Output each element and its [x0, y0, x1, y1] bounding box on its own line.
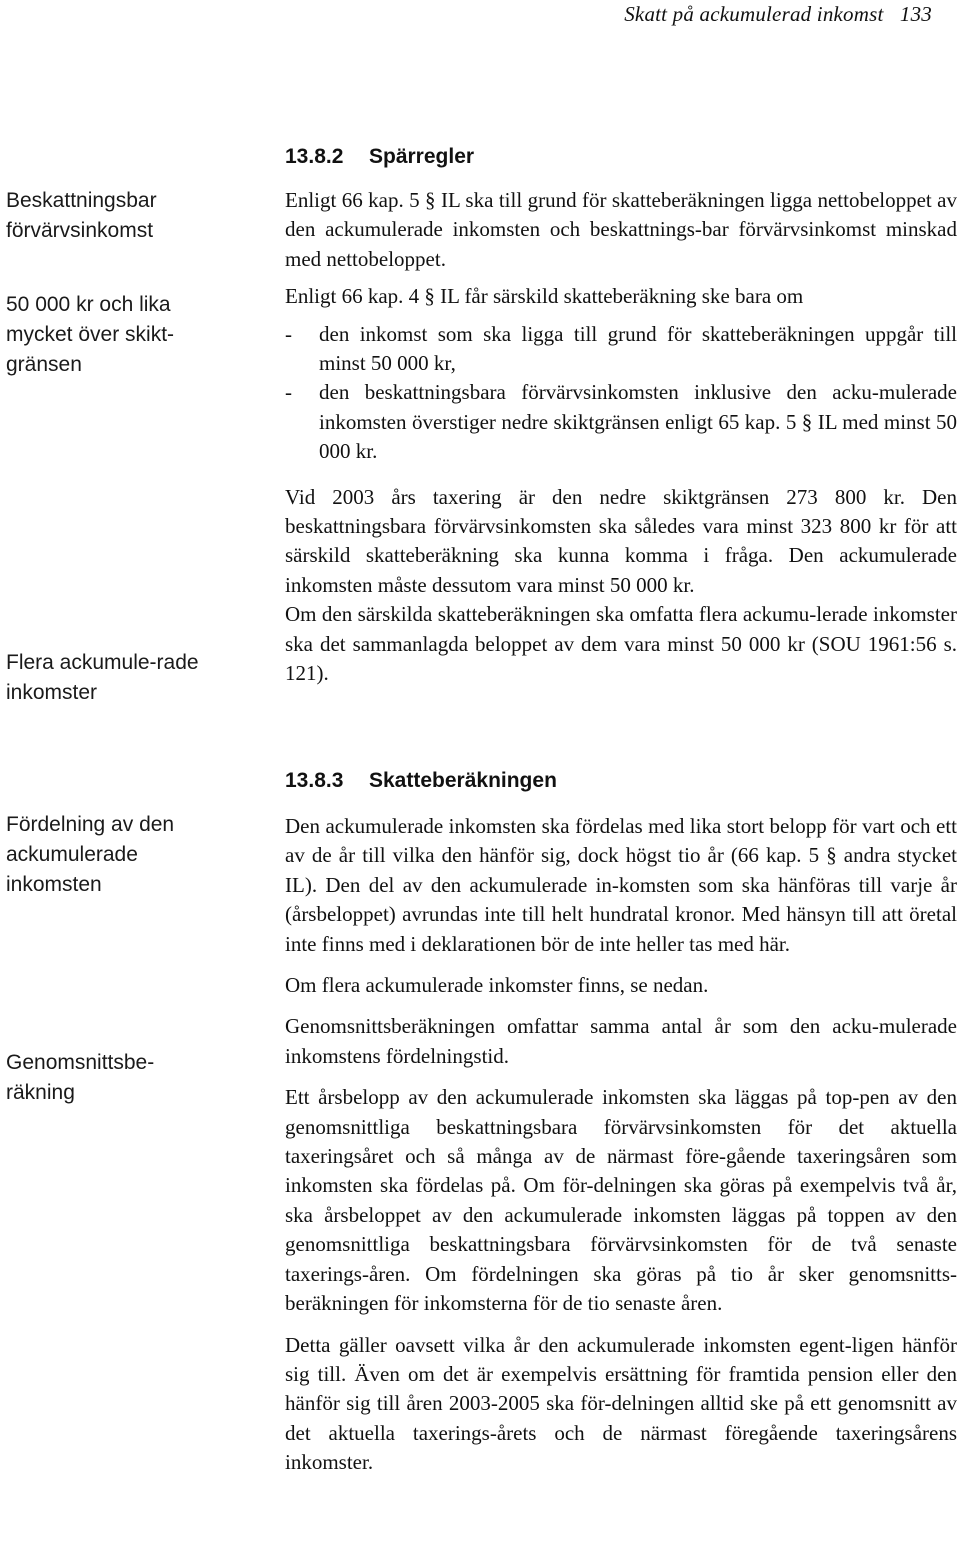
- paragraph: Enligt 66 kap. 5 § IL ska till grund för skatteberäkningen ligga nettobeloppet av den ackumulerade inkomsten och beskattnings-bar förvärvsinkomst minskad med nettobeloppet.: [285, 188, 957, 271]
- paragraph: Detta gäller oavsett vilka år den ackumulerade inkomsten egent-ligen hänför sig till. Även om det är exempelvis ersättning för framtida pension eller den hänför sig till åren 2003-2005 ska för-delningen alltid ske på ett genomsnitt av det aktuella taxerings-årets och de närmast föregående taxeringsårens inkomster.: [285, 1332, 957, 1475]
- paragraph: Om flera ackumulerade inkomster finns, se nedan.: [285, 973, 709, 998]
- section-heading-sparregler: [285, 142, 474, 172]
- paragraph: Genomsnittsberäkningen omfattar samma antal år som den acku-mulerade inkomstens fördelningstid.: [285, 1014, 957, 1068]
- paragraph: Ett årsbelopp av den ackumulerade inkomsten ska läggas på top-pen av den genomsnittliga beskattningsbara förvärvsinkomsten för det aktuella taxeringsåret och så många av de närmast före-gående taxeringsåren som inkomsten ska fördelas på. Om för-delningen ska göras på exempelvis två år, ska årsbeloppet av den ackumulerade inkomsten läggas på toppen av den genomsnittliga beskattningsbara förvärvsinkomsten för de två senaste taxerings-åren. Om fördelningen ska göras på tio år sker genomsnitts-beräkningen för inkomsterna för de tio senaste åren.: [285, 1085, 957, 1316]
- page-number: 133: [899, 2, 932, 26]
- margin-note-50000: 50 000 kr och lika mycket över skikt-gränsen: [6, 293, 175, 376]
- margin-note-beskattningsbar: Beskattningsbar förvärvsinkomst: [6, 189, 157, 242]
- running-header: [624, 2, 932, 27]
- section-body-sparregler: [285, 186, 957, 689]
- section-heading-skatteberakningen: [285, 766, 557, 796]
- section-body-skatteberakningen: [285, 812, 957, 1478]
- section-number: 13.8.2: [285, 145, 344, 168]
- margin-note-flera: Flera ackumule-rade inkomster: [6, 651, 199, 704]
- section-title: Spärregler: [369, 145, 475, 168]
- list-item: - den inkomst som ska ligga till grund för skatteberäkningen uppgår till minst 50 000 kr,: [285, 321, 957, 376]
- paragraph: Vid 2003 års taxering är den nedre skiktgränsen 273 800 kr. Den beskattningsbara förvärvsinkomsten ska således vara minst 323 800 kr för att särskild skatteberäkning ska kunna komma i fråga. Den ackumulerade inkomsten måste dessutom vara minst 50 000 kr.: [285, 484, 957, 597]
- margin-note-fordelning: Fördelning av den ackumulerade inkomsten: [6, 813, 175, 896]
- paragraph: Om den särskilda skatteberäkningen ska omfatta flera ackumu-lerade inkomster ska det sammanlagda beloppet av dem vara minst 50 000 kr (SOU 1961:56 s. 121).: [285, 602, 957, 686]
- margin-note-genomsnitt: Genomsnittsbe-räkning: [6, 1051, 155, 1104]
- running-title: Skatt på ackumulerad inkomst: [624, 2, 884, 26]
- bullet-list: [285, 320, 957, 467]
- paragraph: Den ackumulerade inkomsten ska fördelas med lika stort belopp för vart och ett av de år till vilka den hänför sig, dock högst tio år (66 kap. 5 § andra stycket IL). Den del av den ackumulerade in-komsten som ska hänföras till varje år (årsbeloppet) avrundas inte till helt hundratal kronor. Med hänsyn till att öretal inte finns med i deklarationen bör de inte heller tas med här.: [285, 814, 957, 956]
- list-item: - den beskattningsbara förvärvsinkomsten inklusive den acku-mulerade inkomsten överstiger nedre skiktgränsen enligt 65 kap. 5 § IL med minst 50 000 kr.: [285, 380, 957, 464]
- section-title: Skatteberäkningen: [369, 769, 557, 792]
- section-number: 13.8.3: [285, 769, 344, 792]
- paragraph: Enligt 66 kap. 4 § IL får särskild skatteberäkning ske bara om: [285, 284, 804, 309]
